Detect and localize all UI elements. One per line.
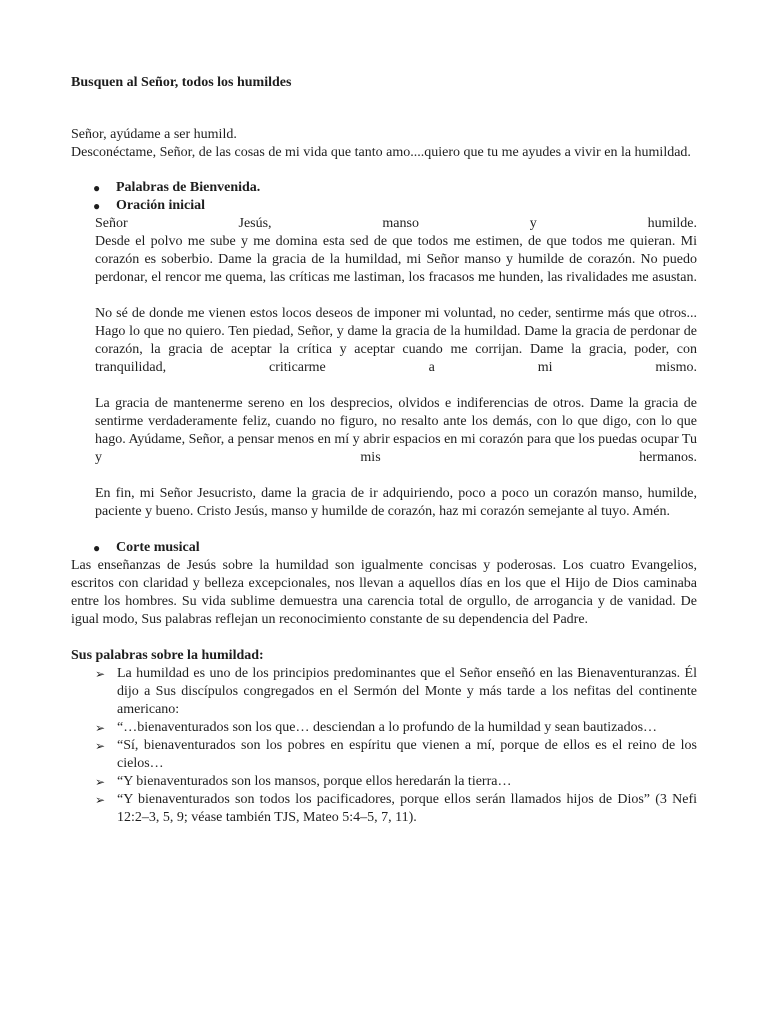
prayer-block [95,215,697,521]
list-item [71,665,697,719]
bullet-item-oracion [71,197,697,215]
list-item-text: “Sí, bienaventurados son los pobres en espíritu que vienen a mí, porque de ellos es el reino de los cielos… [117,738,697,771]
arrow-bullet-icon: ➢ [95,739,106,753]
arrow-list [71,665,697,827]
bullet-dot-icon: ● [93,541,101,555]
intro-line: Señor, ayúdame a ser humild. [71,127,237,142]
list-item-text: “…bienaventurados son los que… desciendan a lo profundo de la humildad y sean bautizados… [117,720,658,735]
list-item [71,773,697,791]
section-bullets [71,539,697,557]
arrow-bullet-icon: ➢ [95,793,106,807]
bullet-dot-icon: ● [93,199,101,213]
list-item-text: “Y bienaventurados son todos los pacificadores, porque ellos serán llamados hijos de Dios” (3 Nefi 12:2–3, 5, 9; véase también TJS, Mateo 5:4–5, 7, 11). [117,792,697,825]
list-item [71,791,697,827]
body-paragraph: Las enseñanzas de Jesús sobre la humildad son igualmente concisas y poderosas. Los cuatro Evangelios, escritos con claridad y belleza excepcionales, nos llevan a aquellos días en los que el Hijo de Dios caminaba entre los hombres. Su vida sublime demuestra una carencia total de orgullo, de arrogancia y de vanidad. De igual modo, Sus palabras reflejan un reconocimiento constante de su dependencia del Padre. [71,558,697,627]
section-bullets [71,179,697,215]
prayer-paragraph: La gracia de mantenerme sereno en los desprecios, olvidos e indiferencias de otros. Dame la gracia de sentirme verdaderamente feliz, cuando no figuro, no resalto ante los demás, con lo que digo, con lo que hago. Ayúdame, Señor, a pensar menos en mí y abrir espacios en mi corazón para que los puedas ocupar Tu y mis hermanos. [95,396,697,465]
section-heading: Sus palabras sobre la humildad: [71,648,264,663]
section-heading: Oración inicial [116,198,206,213]
prayer-paragraph: Señor Jesús, manso y humilde. [95,216,697,231]
list-item-text: La humildad es uno de los principios predominantes que el Señor enseñó en las Bienaventuranzas. Él dijo a Sus discípulos congregados en el Sermón del Monte y más tarde a los nefitas del continente americano: [117,666,697,717]
arrow-bullet-icon: ➢ [95,775,106,789]
section-heading: Palabras de Bienvenida. [116,180,261,195]
intro-line: Desconéctame, Señor, de las cosas de mi vida que tanto amo....quiero que tu me ayudes a vivir en la humildad. [71,145,691,160]
section-heading: Corte musical [116,540,200,555]
bullet-dot-icon: ● [93,181,101,195]
prayer-paragraph: Desde el polvo me sube y me domina esta sed de que todos me estimen, de que todos me quieran. Mi corazón es soberbio. Dame la gracia de la humildad, mi Señor manso y humilde de corazón. No puedo perdonar, el rencor me quema, las críticas me lastiman, los fracasos me hunden, las rivalidades me asustan. [95,234,697,285]
prayer-paragraph: En fin, mi Señor Jesucristo, dame la gracia de ir adquiriendo, poco a poco un corazón manso, humilde, paciente y bueno. Cristo Jesús, manso y humilde de corazón, haz mi corazón semejante al tuyo. Amén. [95,486,697,519]
arrow-bullet-icon: ➢ [95,721,106,735]
document-title: Busquen al Señor, todos los humildes [71,75,292,90]
arrow-bullet-icon: ➢ [95,667,106,681]
list-item [71,737,697,773]
bullet-item-corte [71,539,697,557]
document-content [71,74,697,827]
list-item-text: “Y bienaventurados son los mansos, porque ellos heredarán la tierra… [117,774,512,789]
prayer-paragraph: No sé de donde me vienen estos locos deseos de imponer mi voluntad, no ceder, sentirme más que otros... Hago lo que no quiero. Ten piedad, Señor, y dame la gracia de la humildad. Dame la gracia de perdonar de corazón, la gracia de aceptar la crítica y aceptar cuando me corrijan. Dame la gracia, poder, con tranquilidad, criticarme a mi mismo. [95,306,697,375]
bullet-item-bienvenida [71,179,697,197]
list-item [71,719,697,737]
intro-block [71,126,697,162]
